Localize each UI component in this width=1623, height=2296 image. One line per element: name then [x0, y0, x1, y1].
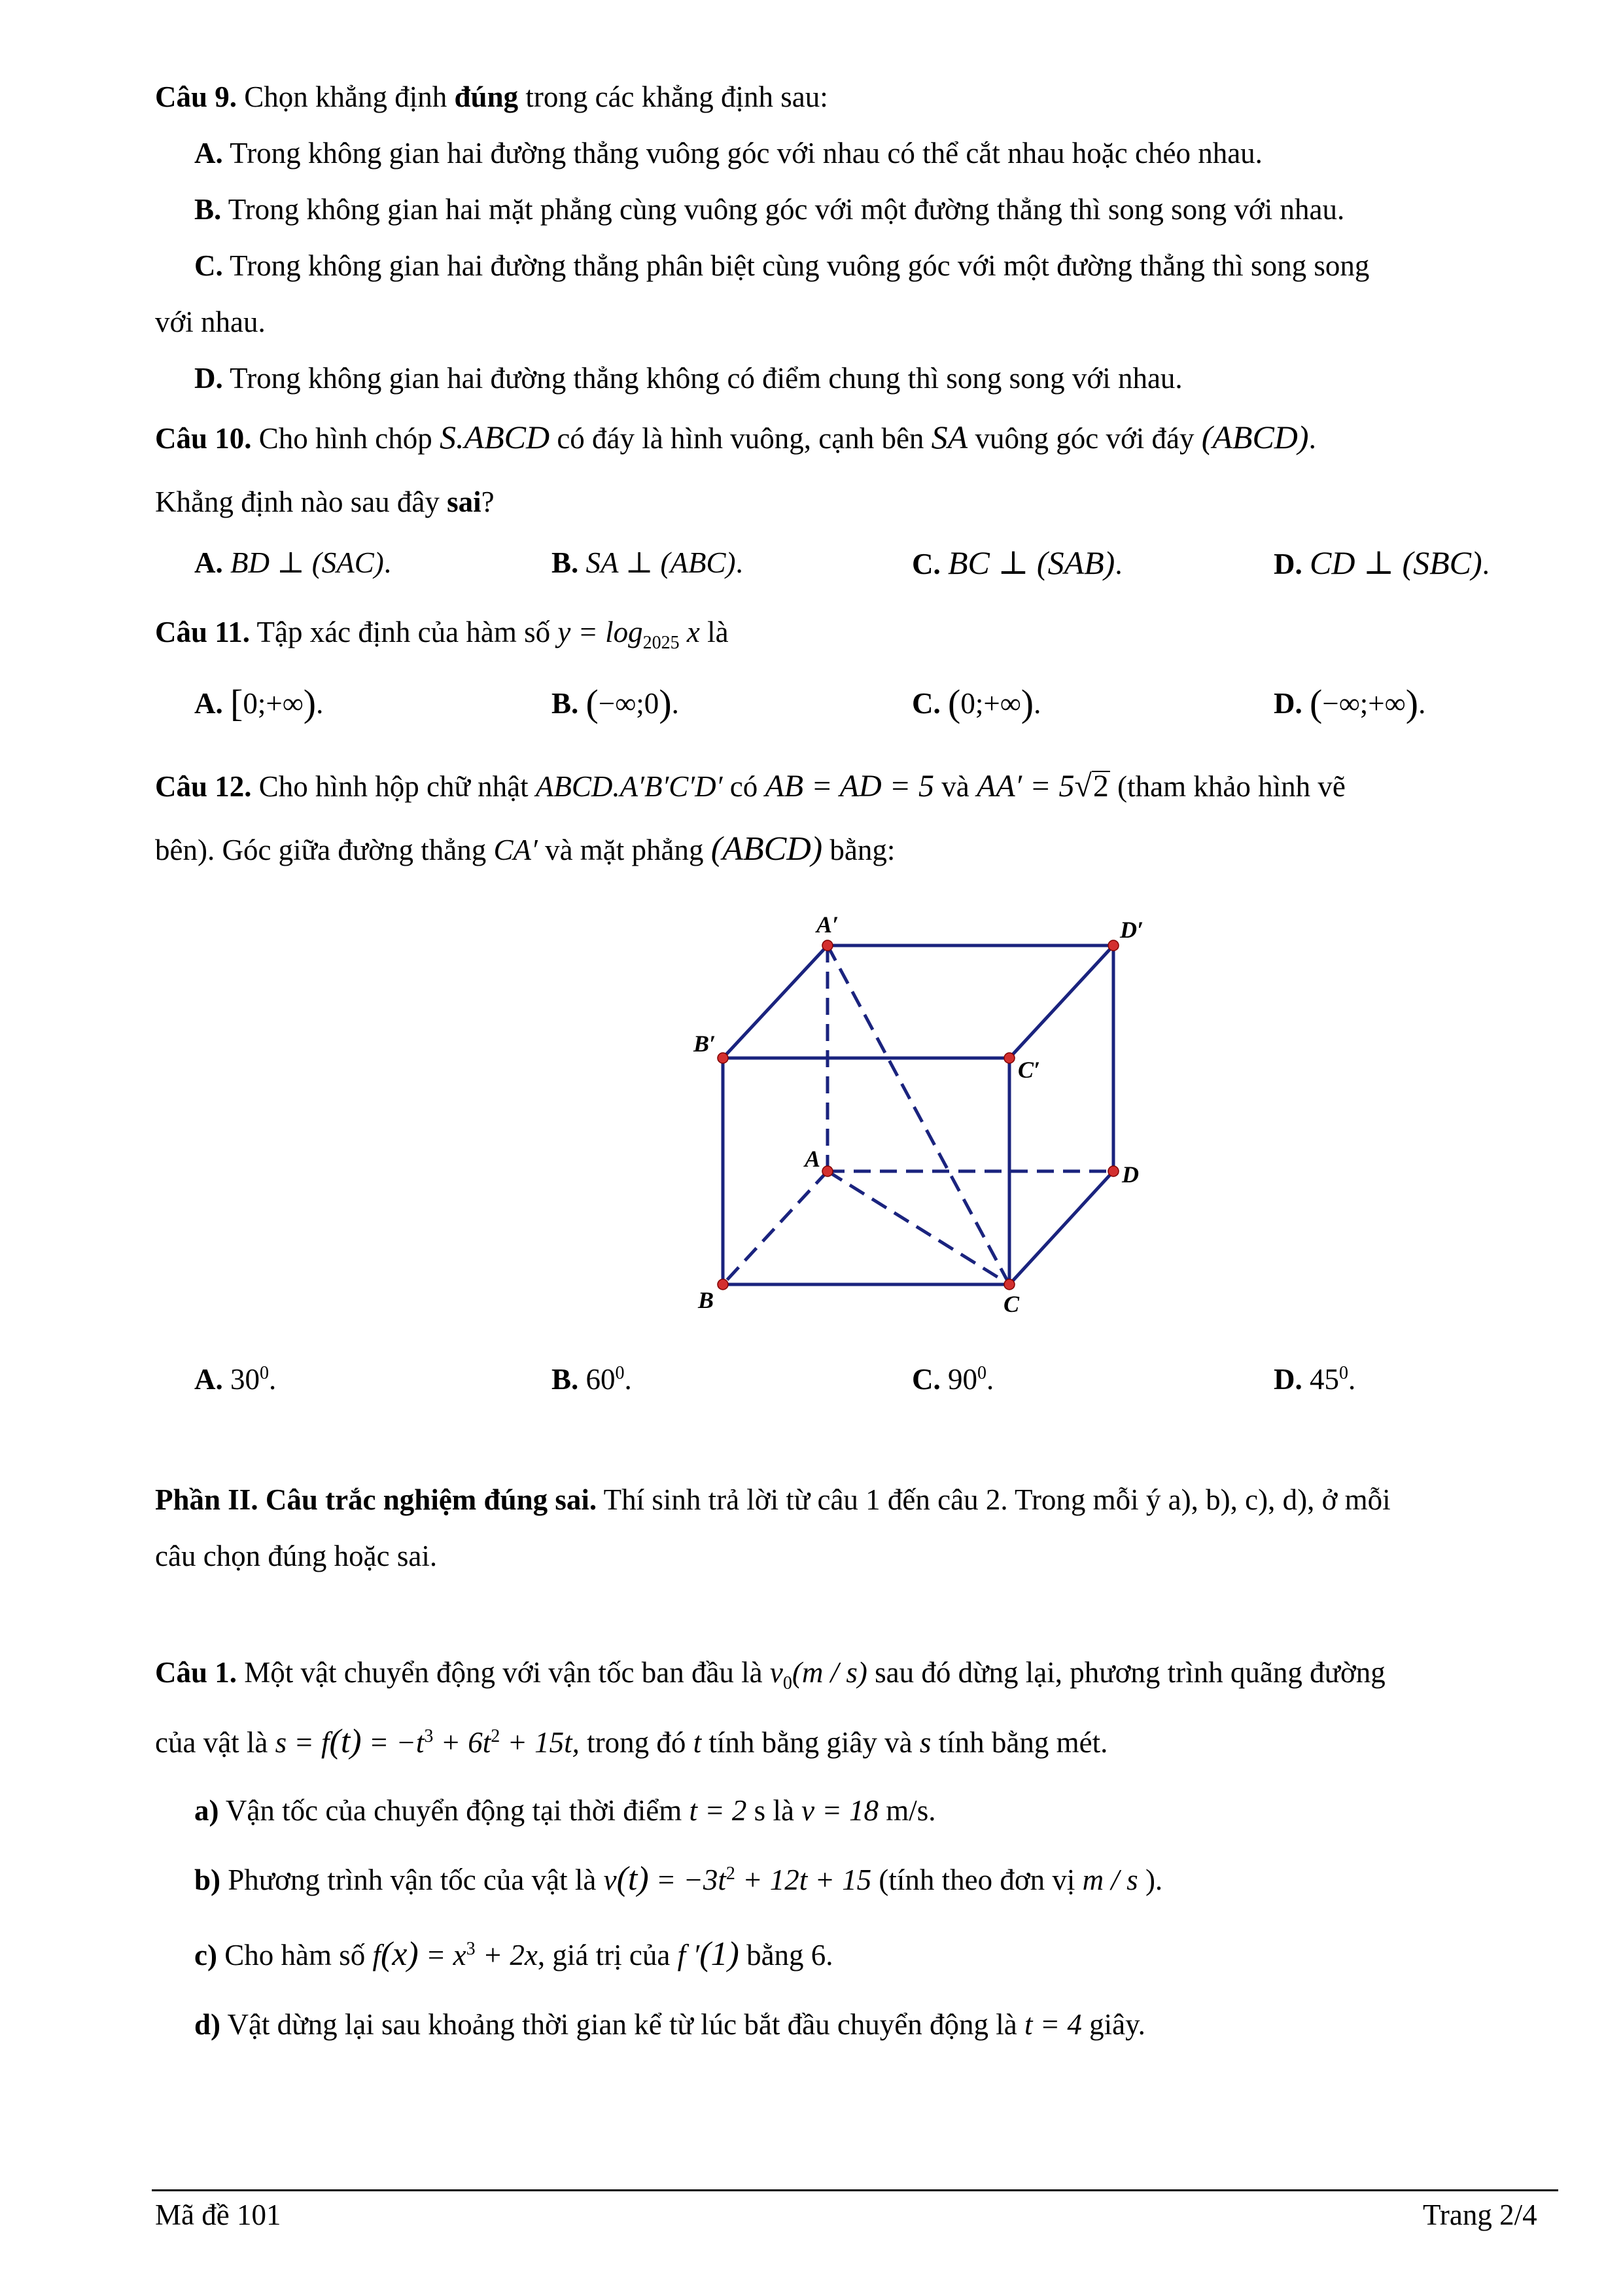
footer-divider [152, 2189, 1558, 2191]
option-end: . [624, 1363, 632, 1396]
option-value: 60 [585, 1363, 616, 1396]
option-value: 45 [1310, 1363, 1339, 1396]
option-end: . [1115, 548, 1123, 580]
q10-option-a[interactable] [194, 543, 391, 582]
option-math: 0;+∞ [243, 687, 304, 720]
p2q1-text: tính bằng giây và [701, 1726, 920, 1759]
statement-text: bằng 6. [739, 1939, 833, 1971]
statement-label: a) [194, 1794, 219, 1827]
option-text: Trong không gian hai mặt phẳng cùng vuông góc với một đường thẳng thì song song với nhau. [221, 193, 1345, 226]
statement-math: (t) [616, 1860, 649, 1898]
option-end: . [383, 546, 392, 579]
option-label: D. [1274, 548, 1302, 580]
statement-text: Cho hàm số [217, 1939, 373, 1971]
point-a-prime [822, 940, 833, 951]
option-math: 0;+∞ [960, 687, 1021, 720]
p2q1-math-sup: 3 [424, 1726, 434, 1746]
q11-label: Câu 11. [155, 616, 251, 648]
statement-math: f ′ [677, 1939, 700, 1971]
statement-math: t = 2 [689, 1794, 747, 1827]
p2q1-text: tính bằng mét. [931, 1726, 1108, 1759]
statement-math: (1) [699, 1935, 739, 1973]
q10-text: . [1308, 422, 1316, 455]
q10-math-edge: SA [931, 419, 968, 455]
q9-option-c-cont [155, 302, 266, 342]
statement-unit: m/s. [879, 1794, 936, 1827]
option-label: D. [1274, 1363, 1302, 1396]
label-c-prime: C′ [1018, 1057, 1041, 1083]
q9-option-d[interactable] [194, 359, 1183, 398]
option-text: Trong không gian hai đường thẳng không có điểm chung thì song song với nhau. [222, 362, 1183, 395]
option-bracket: ) [1405, 682, 1419, 724]
option-label: C. [194, 249, 223, 282]
q10-emphasis: sai [447, 486, 481, 518]
q10-option-c[interactable] [912, 543, 1123, 584]
statement-math: (x) [381, 1935, 419, 1973]
q12-math-sides: AB = AD = 5 [765, 769, 935, 804]
statement-math: = x [418, 1939, 466, 1971]
point-c-prime [1004, 1053, 1015, 1063]
q12-math-box: ABCD.A′B′C′D′ [535, 770, 723, 803]
q12-text: Cho hình hộp chữ nhật [251, 770, 536, 803]
statement-label: c) [194, 1939, 217, 1971]
q12-math-plane: (ABCD) [710, 830, 823, 868]
part2-title: Phần II. Câu trắc nghiệm đúng sai. [155, 1483, 597, 1516]
q12-math-height: AA′ = 5 [977, 769, 1075, 804]
statement-math: f [372, 1939, 381, 1971]
p2q1-math-v: v [769, 1656, 783, 1689]
p2q1-statement-a[interactable] [194, 1791, 936, 1830]
q10-math-pyramid: S.ABCD [440, 419, 550, 455]
statement-math-sup: 3 [466, 1939, 476, 1959]
statement-math: m / s [1082, 1863, 1138, 1896]
q10-text: vuông góc với đáy [968, 422, 1202, 455]
statement-text: là [765, 1794, 802, 1827]
option-end: . [735, 546, 743, 579]
option-label: D. [1274, 687, 1302, 720]
p2q1-math: + 6t [433, 1726, 491, 1759]
part2-heading-cont [155, 1536, 437, 1576]
q10-text: Cho hình chóp [251, 422, 440, 455]
option-end: . [269, 1363, 277, 1396]
statement-math-sup: 2 [725, 1863, 735, 1884]
q9-label: Câu 9. [155, 80, 237, 113]
point-c [1004, 1279, 1015, 1290]
p2q1-math: + 15t, [500, 1726, 580, 1759]
option-label: C. [912, 687, 941, 720]
edge-a1-c-hidden [828, 945, 1009, 1284]
q12-text: có [722, 770, 765, 803]
option-degree: 0 [977, 1363, 986, 1383]
q11-option-c[interactable] [912, 684, 1041, 723]
option-end: . [316, 687, 324, 720]
option-value: 90 [948, 1363, 977, 1396]
option-math: CD ⊥ (SBC) [1310, 544, 1482, 581]
part2-text-cont: câu chọn đúng hoặc sai. [155, 1540, 438, 1572]
option-label: C. [912, 1363, 941, 1396]
statement-text: Vật dừng lại sau khoảng thời gian kể từ lúc bắt đầu chuyển động là [220, 2008, 1024, 2041]
option-math: SA ⊥ (ABC) [585, 546, 736, 579]
q9-option-c[interactable] [194, 246, 1369, 285]
q12-text: bên). Góc giữa đường thẳng [155, 834, 494, 866]
option-bracket: ) [303, 682, 317, 724]
option-label: B. [194, 193, 222, 226]
p2q1-label: Câu 1. [155, 1656, 237, 1689]
option-label: B. [551, 687, 579, 720]
label-a: A [805, 1146, 821, 1172]
edge-c-d [1009, 1171, 1113, 1284]
statement-label: d) [194, 2008, 221, 2041]
q12-option-c[interactable] [912, 1360, 994, 1399]
q12-stem [155, 767, 1346, 806]
option-bracket: [ [230, 682, 243, 724]
statement-math: v [603, 1863, 617, 1896]
option-label: A. [194, 137, 223, 169]
statement-text: ). [1138, 1863, 1163, 1896]
p2q1-math: (t) [329, 1723, 362, 1760]
q12-option-b[interactable] [551, 1360, 632, 1399]
option-math: −∞;0 [598, 687, 659, 720]
option-end: . [1418, 687, 1426, 720]
statement-unit: s [746, 1794, 766, 1827]
q11-text: Tập xác định của hàm số [250, 616, 558, 648]
q11-option-b[interactable] [551, 684, 679, 723]
part2-heading [155, 1480, 1391, 1519]
option-end: . [1348, 1363, 1356, 1396]
p2q1-statement-b[interactable] [194, 1860, 1162, 1899]
p2q1-text: trong đó [579, 1726, 693, 1759]
p2q1-math: s = f [275, 1726, 330, 1759]
p2q1-text: Một vật chuyển động với vận tốc ban đầu là [237, 1656, 770, 1689]
q10-option-b[interactable] [551, 543, 743, 582]
q9-stem-emphasis: đúng [454, 80, 519, 113]
part2-text: Thí sinh trả lời từ câu 1 đến câu 2. Trong mỗi ý a), b), c), d), ở mỗi [597, 1483, 1391, 1516]
point-a [822, 1166, 833, 1176]
p2q1-math-sup: 2 [491, 1726, 500, 1746]
label-d-prime: D′ [1120, 917, 1144, 943]
q12-option-d[interactable] [1274, 1360, 1355, 1399]
sqrt-sign-icon: √ [1074, 769, 1092, 804]
edge-a1-b1 [723, 945, 828, 1058]
option-bracket: ) [1021, 682, 1034, 724]
p2q1-math-unit: (m / s) [792, 1656, 867, 1689]
statement-math: + 2x [475, 1939, 538, 1971]
q12-stem-line2 [155, 830, 895, 870]
option-label: B. [551, 1363, 579, 1396]
q9-stem [155, 77, 828, 116]
q12-option-a[interactable] [194, 1360, 276, 1399]
q10-option-d[interactable] [1274, 543, 1490, 584]
option-end: . [671, 687, 679, 720]
option-bracket: ) [659, 682, 672, 724]
option-label: A. [194, 546, 223, 579]
point-d [1108, 1166, 1119, 1176]
option-text: Trong không gian hai đường thẳng vuông góc với nhau có thể cắt nhau hoặc chéo nhau. [222, 137, 1263, 169]
option-bracket: ( [585, 682, 599, 724]
option-degree: 0 [260, 1363, 269, 1383]
q10-label: Câu 10. [155, 422, 252, 455]
p2q1-math-sub: 0 [782, 1673, 792, 1693]
point-b-prime [718, 1053, 728, 1063]
option-label: B. [551, 546, 579, 579]
q10-text: có đáy là hình vuông, cạnh bên [550, 422, 932, 455]
edge-d1-c1 [1009, 945, 1113, 1058]
option-end: . [1482, 548, 1490, 580]
q12-box-figure [680, 906, 1151, 1325]
option-label: A. [194, 687, 223, 720]
q10-text: ? [481, 486, 495, 518]
option-math: BC ⊥ (SAB) [948, 544, 1115, 581]
statement-text: (tính theo đơn vị [871, 1863, 1083, 1896]
statement-math: + 12t + 15 [735, 1863, 872, 1896]
q10-stem [155, 417, 1316, 458]
p2q1-text: sau đó dừng lại, phương trình quãng đường [867, 1656, 1386, 1689]
point-b [718, 1279, 728, 1290]
q12-math-root: 2 [1092, 769, 1109, 804]
option-math: BD ⊥ (SAC) [230, 546, 384, 579]
option-text: Trong không gian hai đường thẳng phân biệt cùng vuông góc với một đường thẳng thì song song [222, 249, 1370, 282]
label-d: D [1122, 1161, 1139, 1188]
edge-a-b-hidden [723, 1171, 828, 1284]
p2q1-math: s [919, 1726, 932, 1759]
p2q1-statement-d[interactable] [194, 2005, 1145, 2044]
statement-text: giây. [1081, 2008, 1145, 2041]
statement-text: Vận tốc của chuyển động tại thời điểm [218, 1794, 689, 1827]
q11-math-var: x [679, 616, 700, 648]
option-bracket: ( [1310, 682, 1323, 724]
option-bracket: ( [948, 682, 961, 724]
q12-text: bằng: [822, 834, 896, 866]
q11-option-d[interactable] [1274, 684, 1425, 723]
p2q1-stem [155, 1653, 1386, 1692]
statement-label: b) [194, 1863, 221, 1896]
q11-stem [155, 612, 729, 652]
statement-math: = −3t [648, 1863, 726, 1896]
option-degree: 0 [615, 1363, 625, 1383]
p2q1-stem-line2 [155, 1722, 1108, 1762]
q12-label: Câu 12. [155, 770, 252, 803]
q12-text: và [934, 770, 977, 803]
statement-math: v = 18 [801, 1794, 879, 1827]
edge-a-c-hidden [828, 1171, 1009, 1284]
q12-math-line: CA′ [493, 834, 538, 866]
option-value: 30 [230, 1363, 260, 1396]
footer-page-number: Trang 2/4 [1423, 2199, 1537, 2231]
p2q1-math: t [693, 1726, 702, 1759]
label-c: C [1003, 1291, 1020, 1317]
q11-text: là [699, 616, 729, 648]
q9-stem-text-end: trong các khẳng định sau: [518, 80, 828, 113]
footer-exam-code: Mã đề 101 [155, 2199, 281, 2231]
label-b-prime: B′ [693, 1031, 716, 1057]
q9-stem-text: Chọn khẳng định [237, 80, 455, 113]
p2q1-text: của vật là [155, 1726, 275, 1759]
option-degree: 0 [1339, 1363, 1348, 1383]
statement-text: Phương trình vận tốc của vật là [220, 1863, 604, 1896]
option-text-cont: với nhau. [155, 306, 266, 338]
p2q1-math: = −t [361, 1726, 425, 1759]
option-math: −∞;+∞ [1322, 687, 1406, 720]
option-label: D. [194, 362, 223, 395]
q9-option-b[interactable] [194, 190, 1344, 229]
statement-math: t = 4 [1024, 2008, 1082, 2041]
option-label: C. [912, 548, 941, 580]
q10-stem-line2 [155, 482, 495, 521]
statement-text: , giá trị của [537, 1939, 678, 1971]
option-label: A. [194, 1363, 223, 1396]
q10-math-plane: (ABCD) [1201, 419, 1309, 455]
label-a-prime: A′ [816, 911, 839, 938]
option-end: . [986, 1363, 994, 1396]
point-d-prime [1108, 940, 1119, 951]
q12-text: (tham khảo hình vẽ [1109, 770, 1346, 803]
label-b: B [698, 1287, 714, 1313]
q9-option-a[interactable] [194, 133, 1263, 173]
p2q1-statement-c[interactable] [194, 1935, 833, 1975]
q12-text: và mặt phẳng [537, 834, 711, 866]
q11-math-base: 2025 [642, 633, 680, 653]
q10-text: Khẳng định nào sau đây [155, 486, 447, 518]
q11-option-a[interactable] [194, 684, 323, 723]
q11-math-func: y = log [557, 616, 643, 648]
option-end: . [1034, 687, 1041, 720]
